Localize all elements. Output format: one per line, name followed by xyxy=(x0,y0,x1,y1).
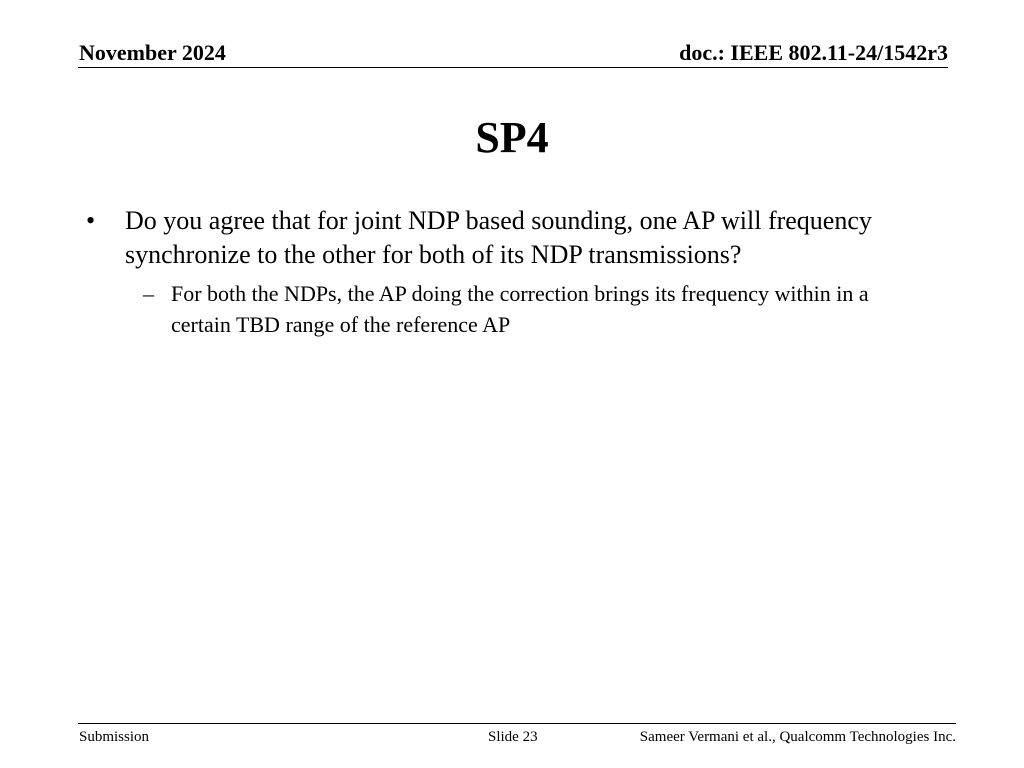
footer-authors: Sameer Vermani et al., Qualcomm Technologies Inc. xyxy=(639,729,956,745)
footer-divider xyxy=(78,723,956,724)
header-document-id: doc.: IEEE 802.11-24/1542r3 xyxy=(679,40,948,65)
sub-bullet-text: For both the NDPs, the AP doing the correction brings its frequency within in a certain TBD range of the reference AP xyxy=(171,281,869,337)
bullet-marker: • xyxy=(86,206,96,235)
header-divider xyxy=(78,67,948,68)
header-date: November 2024 xyxy=(79,40,226,65)
bullet-text: Do you agree that for joint NDP based sounding, one AP will frequency synchronize to the other for both of its NDP transmissions? xyxy=(125,206,872,269)
footer-slide-number: Slide 23 xyxy=(488,729,538,745)
sub-bullet-marker: – xyxy=(143,281,154,306)
footer-submission-label: Submission xyxy=(79,729,150,745)
slide-title: SP4 xyxy=(475,113,549,162)
